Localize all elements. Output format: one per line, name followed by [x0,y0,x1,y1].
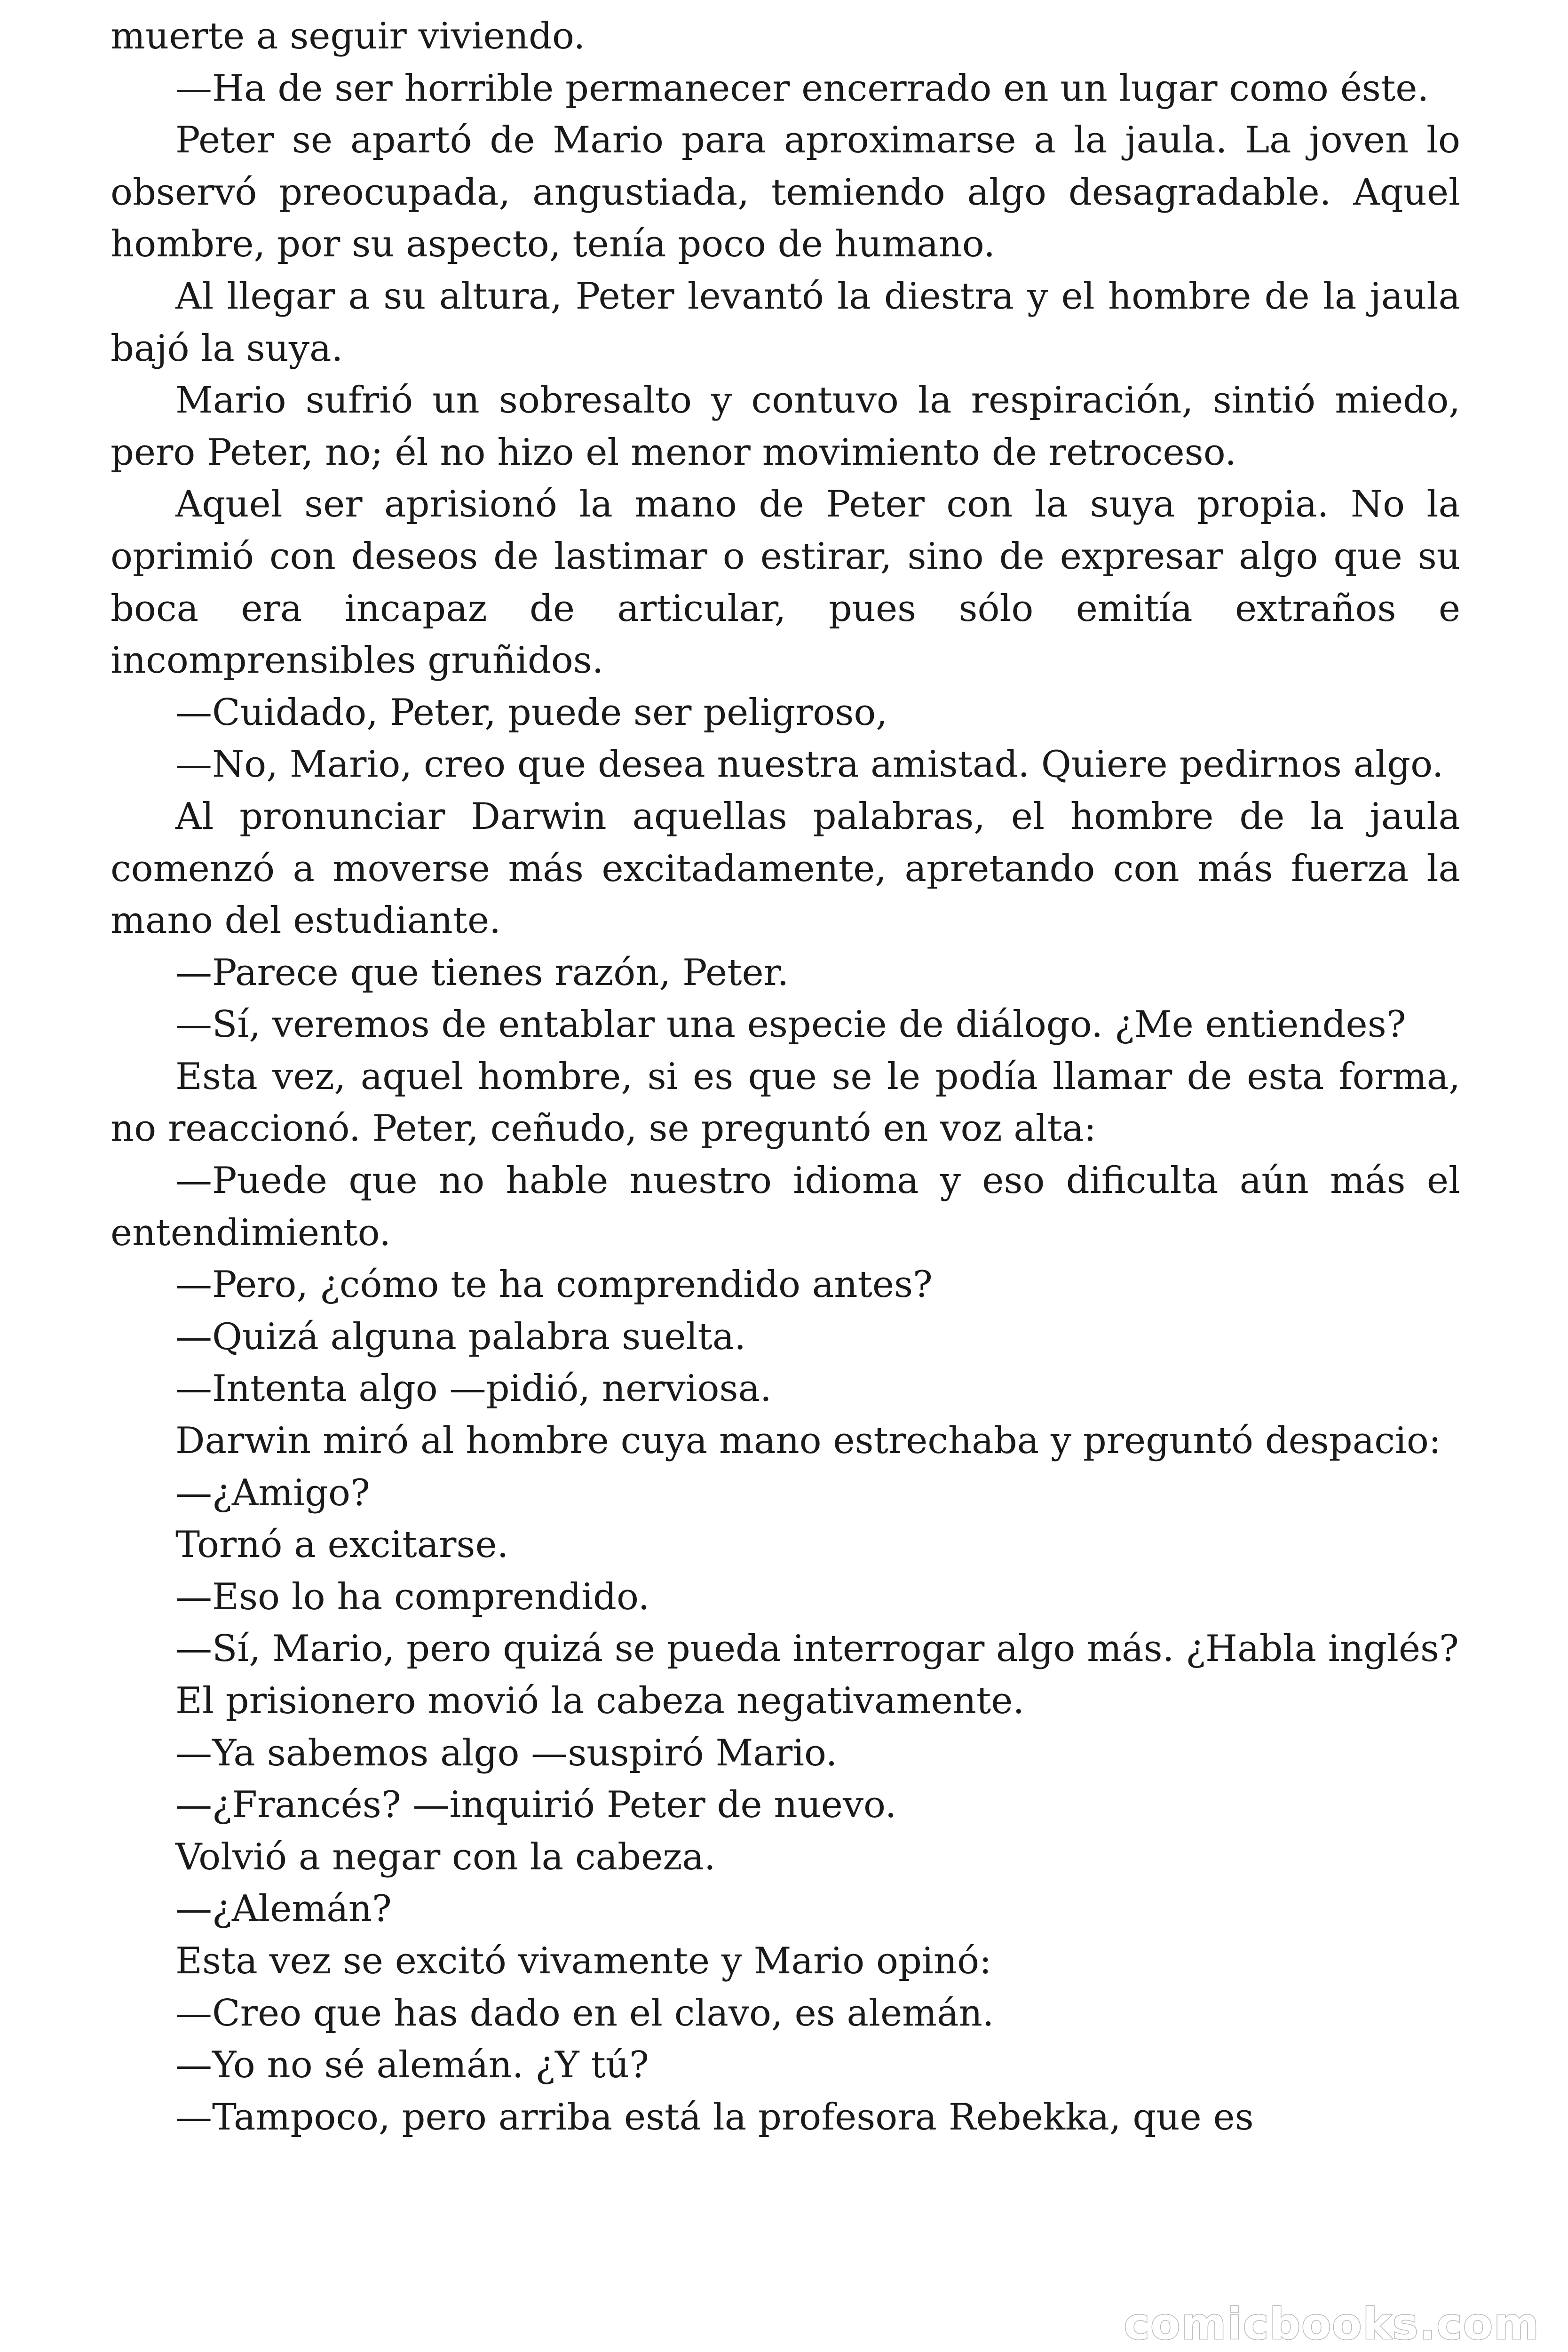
paragraph: Mario sufrió un sobresalto y contuvo la respiración, sintió miedo, pero Peter, no; él no hizo el menor movimiento de retroceso. [111,379,1460,474]
paragraph: —Parece que tienes razón, Peter. [175,951,789,994]
paragraph: El prisionero movió la cabeza negativamente. [175,1680,1025,1722]
paragraph: Volvió a negar con la cabeza. [175,1836,716,1878]
paragraph: —Cuidado, Peter, puede ser peligroso, [175,691,888,734]
paragraph: —No, Mario, creo que desea nuestra amistad. Quiere pedirnos algo. [175,743,1444,786]
page-body [111,10,1460,2143]
paragraph: —Yo no sé alemán. ¿Y tú? [175,2044,649,2087]
paragraph: —Pero, ¿cómo te ha comprendido antes? [175,1263,933,1306]
paragraph: —Quizá alguna palabra suelta. [175,1315,746,1358]
paragraph: Al llegar a su altura, Peter levantó la diestra y el hombre de la jaula bajó la suya. [111,275,1460,370]
paragraph: —Puede que no hable nuestro idioma y eso dificulta aún más el entendimiento. [111,1160,1460,1254]
paragraph: Darwin miró al hombre cuya mano estrechaba y preguntó despacio: [175,1420,1441,1462]
paragraph: —Ha de ser horrible permanecer encerrado en un lugar como éste. [175,67,1429,110]
paragraph: —¿Alemán? [175,1888,392,1931]
paragraph: —Tampoco, pero arriba está la profesora Rebekka, que es [175,2096,1254,2138]
paragraph: —Eso lo ha comprendido. [175,1575,650,1618]
paragraph: Esta vez, aquel hombre, si es que se le podía llamar de esta forma, no reaccionó. Peter, ceñudo, se preguntó en voz alta: [111,1055,1460,1150]
paragraph: —¿Francés? —inquirió Peter de nuevo. [175,1784,897,1827]
paragraph: —Creo que has dado en el clavo, es alemán. [175,1992,994,2034]
paragraph: Tornó a excitarse. [175,1524,509,1566]
watermark-logo: comicbooks.com [1124,2299,1540,2349]
paragraph: —Sí, Mario, pero quizá se pueda interrogar algo más. ¿Habla inglés? [175,1628,1459,1670]
paragraph: Al pronunciar Darwin aquellas palabras, el hombre de la jaula comenzó a moverse más excitadamente, apretando con más fuerza la mano del estudiante. [111,795,1460,942]
paragraph: Esta vez se excitó vivamente y Mario opinó: [175,1939,992,1982]
paragraph: —¿Amigo? [175,1471,370,1514]
paragraph: —Intenta algo —pidió, nerviosa. [175,1367,772,1410]
paragraph: —Ya sabemos algo —suspiró Mario. [175,1732,838,1774]
paragraph: —Sí, veremos de entablar una especie de diálogo. ¿Me entiendes? [175,1003,1406,1046]
paragraph: Aquel ser aprisionó la mano de Peter con la suya propia. No la oprimió con deseos de lastimar o estirar, sino de expresar algo que su boca era incapaz de articular, pues sólo emitía extraños e incomprensibles gruñidos. [111,483,1460,682]
paragraph: Peter se apartó de Mario para aproximarse a la jaula. La joven lo observó preocupada, angustiada, temiendo algo desagradable. Aquel hombre, por su aspecto, tenía poco de humano. [111,119,1460,266]
paragraph: muerte a seguir viviendo. [111,15,586,57]
